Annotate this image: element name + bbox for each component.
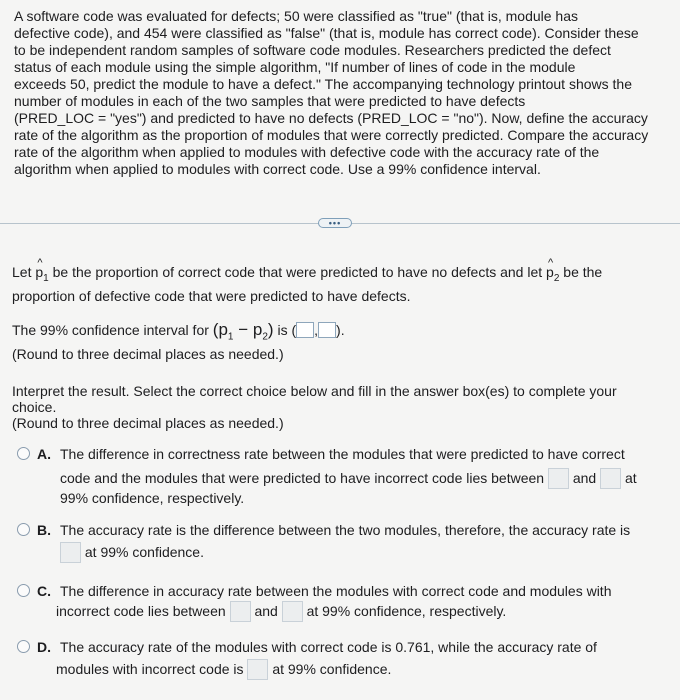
option-c-line2: incorrect code lies between and at 99% confidence, respectively. [56,601,506,622]
option-b-input[interactable] [60,542,81,563]
problem-line: rate of the algorithm as the proportion of modules that were correctly predicted. Compare the accuracy [14,127,649,143]
option-a-radio[interactable] [17,447,30,460]
option-a-input-1[interactable] [548,468,569,489]
option-a-text: The difference in correctness rate between the modules that were predicted to have correct [60,446,625,462]
option-d-radio[interactable] [17,640,30,653]
p-hat-2: ^ $p_2$ [546,263,559,281]
option-c-input-2[interactable] [282,601,303,622]
problem-statement [14,8,678,178]
interpret-instruction: Interpret the result. Select the correct choice below and fill in the answer box(es) to complete your [12,383,617,399]
option-d-line2: modules with incorrect code is at 99% confidence. [56,659,391,680]
option-b-radio[interactable] [17,523,30,536]
problem-line: rate of the algorithm when applied to modules with defective code with the accuracy rate of the [14,144,600,160]
option-c-text: The difference in accuracy rate between the modules with correct code and modules with [60,583,612,599]
problem-line: status of each module using the simple algorithm, "If number of lines of code in the module [14,59,576,75]
ci-lower-input[interactable] [296,322,314,338]
ci-upper-input[interactable] [318,322,336,338]
option-d-input[interactable] [247,659,268,680]
option-b-letter: B. [37,522,51,538]
definition-line-1: Let ^ $p_1$ be the proportion of correct code that were predicted to have no defects and let ^ $p_2$ be the [12,263,602,281]
option-a-letter: A. [37,446,51,462]
interpret-instruction-2: choice. [12,399,57,415]
problem-line: (PRED_LOC = "yes") and predicted to have no defects (PRED_LOC = "no"). Now, define the accuracy [14,110,648,126]
problem-line: A software code was evaluated for defects; 50 were classified as "true" (that is, module has [14,8,579,24]
problem-line: defective code), and 454 were classified as "false" (that is, module has correct code). Consider these [14,25,639,41]
option-c-letter: C. [37,583,51,599]
p-hat-1: ^ $p_1$ [35,263,48,281]
option-b-line2: at 99% confidence. [60,542,204,563]
option-d-letter: D. [37,639,51,655]
interpret-round-note: (Round to three decimal places as needed.) [12,415,284,431]
definition-line-2: proportion of defective code that were predicted to have defects. [12,288,411,304]
option-c-radio[interactable] [17,584,30,597]
option-d-text: The accuracy rate of the modules with correct code is 0.761, while the accuracy rate of [60,639,597,655]
option-a-input-2[interactable] [600,468,621,489]
ellipsis-icon: ••• [328,218,342,228]
ci-round-note: (Round to three decimal places as needed.) [12,346,284,362]
problem-line: number of modules in each of the two samples that were predicted to have defects [14,93,526,109]
ci-expression: $(p_1 - p_2)$ [212,320,274,343]
option-a-line2: code and the modules that were predicted to have incorrect code lies between and at [60,468,637,489]
expand-more-button[interactable] [318,218,352,228]
option-b-text: The accuracy rate is the difference between the two modules, therefore, the accuracy rate is [60,522,631,538]
problem-line: algorithm when applied to modules with correct code. Use a 99% confidence interval. [14,161,541,177]
ci-question: The 99% confidence interval for $(p_1 - p_2)$ is ( , ). [12,320,345,343]
option-a-line3: 99% confidence, respectively. [60,490,245,506]
option-c-input-1[interactable] [230,601,251,622]
problem-line: exceeds 50, predict the module to have a defect." The accompanying technology printout shows the [14,76,632,92]
problem-line: to be independent random samples of software code modules. Researchers predicted the defect [14,42,611,58]
